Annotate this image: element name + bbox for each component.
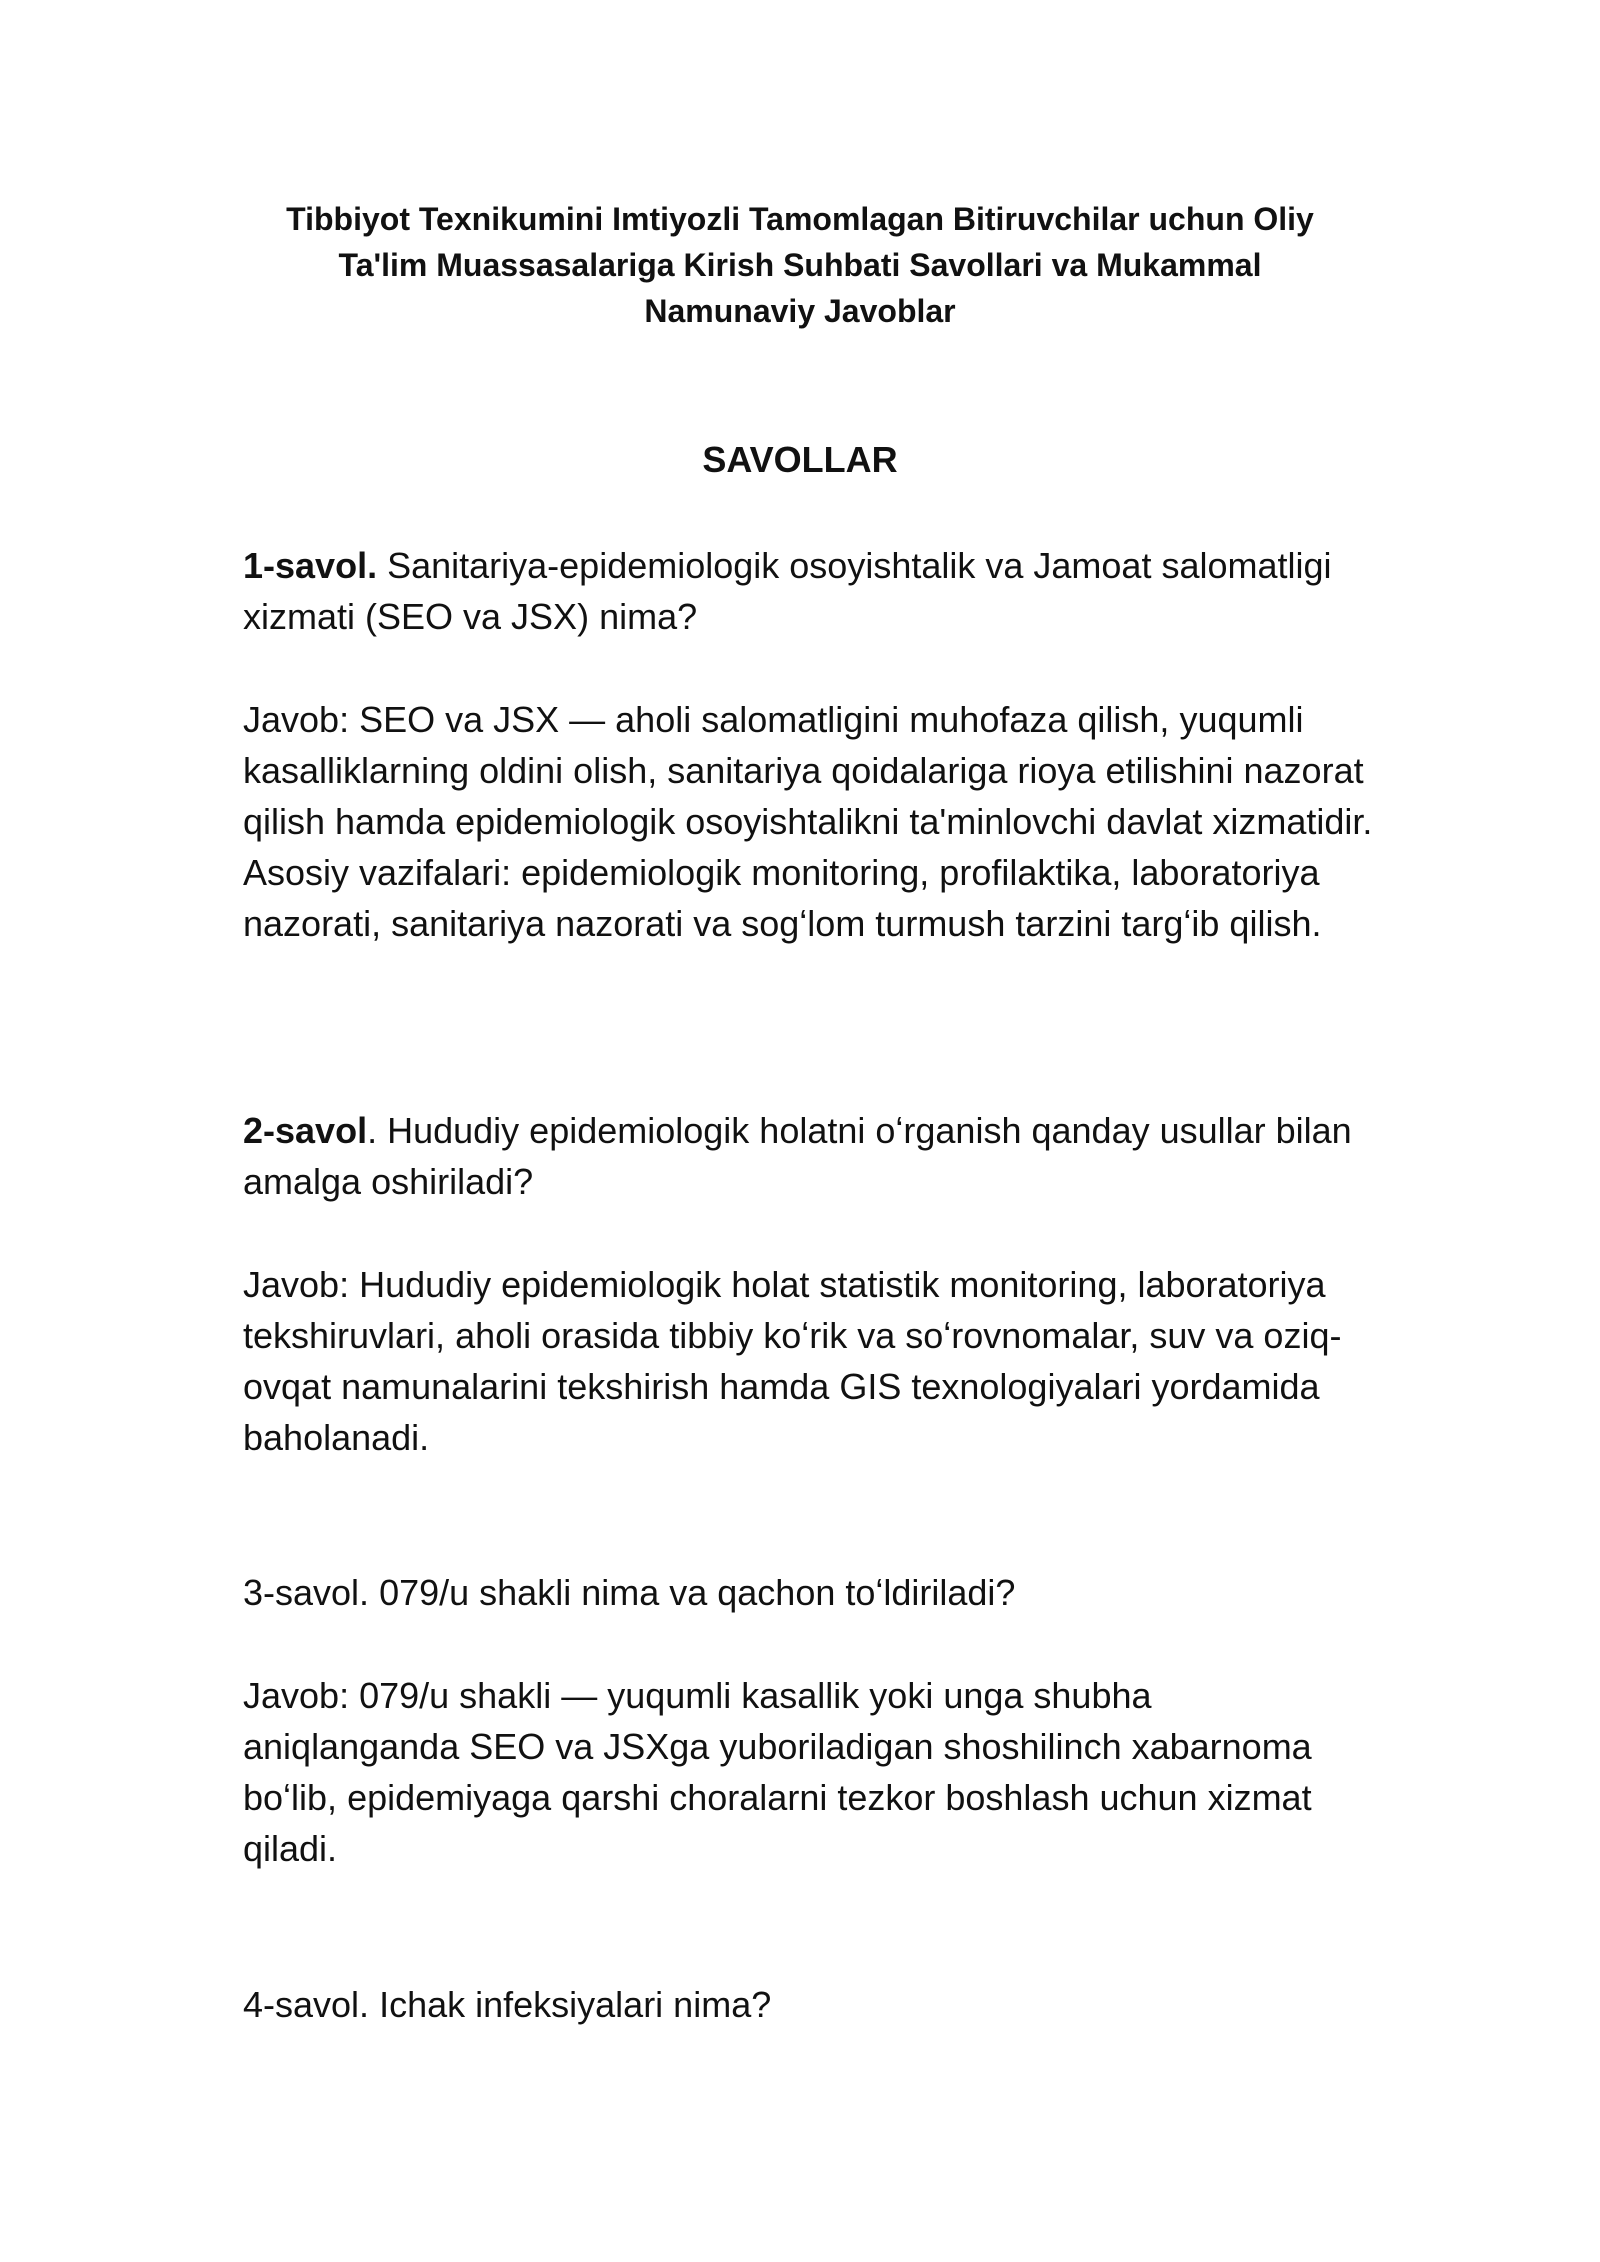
answer-3: Javob: 079/u shakli — yuqumli kasallik yoki unga shubha aniqlanganda SEO va JSXga yuboriladigan shoshilinch xabarnoma boʻlib, epidemiyaga qarshi choralarni tezkor boshlash uchun xizmat qiladi. (243, 1675, 1312, 1869)
question-3 (243, 1567, 1373, 1618)
document-title: Tibbiyot Texnikumini Imtiyozli Tamomlagan Bitiruvchilar uchun Oliy Ta'lim Muassasalariga Kirish Suhbati Savollari va Mukammal Namunaviy Javoblar (286, 201, 1314, 329)
answer-2: Javob: Hududiy epidemiologik holat statistik monitoring, laboratoriya tekshiruvlari, aholi orasida tibbiy koʻrik va soʻrovnomalar, suv va oziq-ovqat namunalarini tekshirish hamda GIS texnologiyalari yordamida baholanadi. (243, 1264, 1342, 1458)
question-1 (243, 540, 1373, 642)
section-heading: SAVOLLAR (702, 439, 898, 480)
question-1-text: Sanitariya-epidemiologik osoyishtalik va Jamoat salomatligi xizmati (SEO va JSX) nima? (243, 545, 1332, 637)
question-3-label: 3-savol. (243, 1572, 370, 1613)
question-1-label: 1-savol. (243, 545, 378, 586)
question-2-label: 2-savol (243, 1110, 368, 1151)
question-4-label: 4-savol. (243, 1984, 370, 2025)
answer-1: Javob: SEO va JSX — aholi salomatligini muhofaza qilish, yuqumli kasalliklarning oldini olish, sanitariya qoidalariga rioya etilishini nazorat qilish hamda epidemiologik osoyishtalikni ta'minlovchi davlat xizmatidir. Asosiy vazifalari: epidemiologik monitoring, profilaktika, laboratoriya nazorati, sanitariya nazorati va sogʻlom turmush tarzini targʻib qilish. (243, 699, 1373, 944)
question-4-text: Ichak infeksiyalari nima? (369, 1984, 772, 2025)
question-2-text: . Hududiy epidemiologik holatni oʻrganish qanday usullar bilan amalga oshiriladi? (243, 1110, 1352, 1202)
question-3-text: 079/u shakli nima va qachon toʻldiriladi? (369, 1572, 1016, 1613)
question-2 (243, 1105, 1373, 1207)
question-4 (243, 1979, 1373, 2030)
